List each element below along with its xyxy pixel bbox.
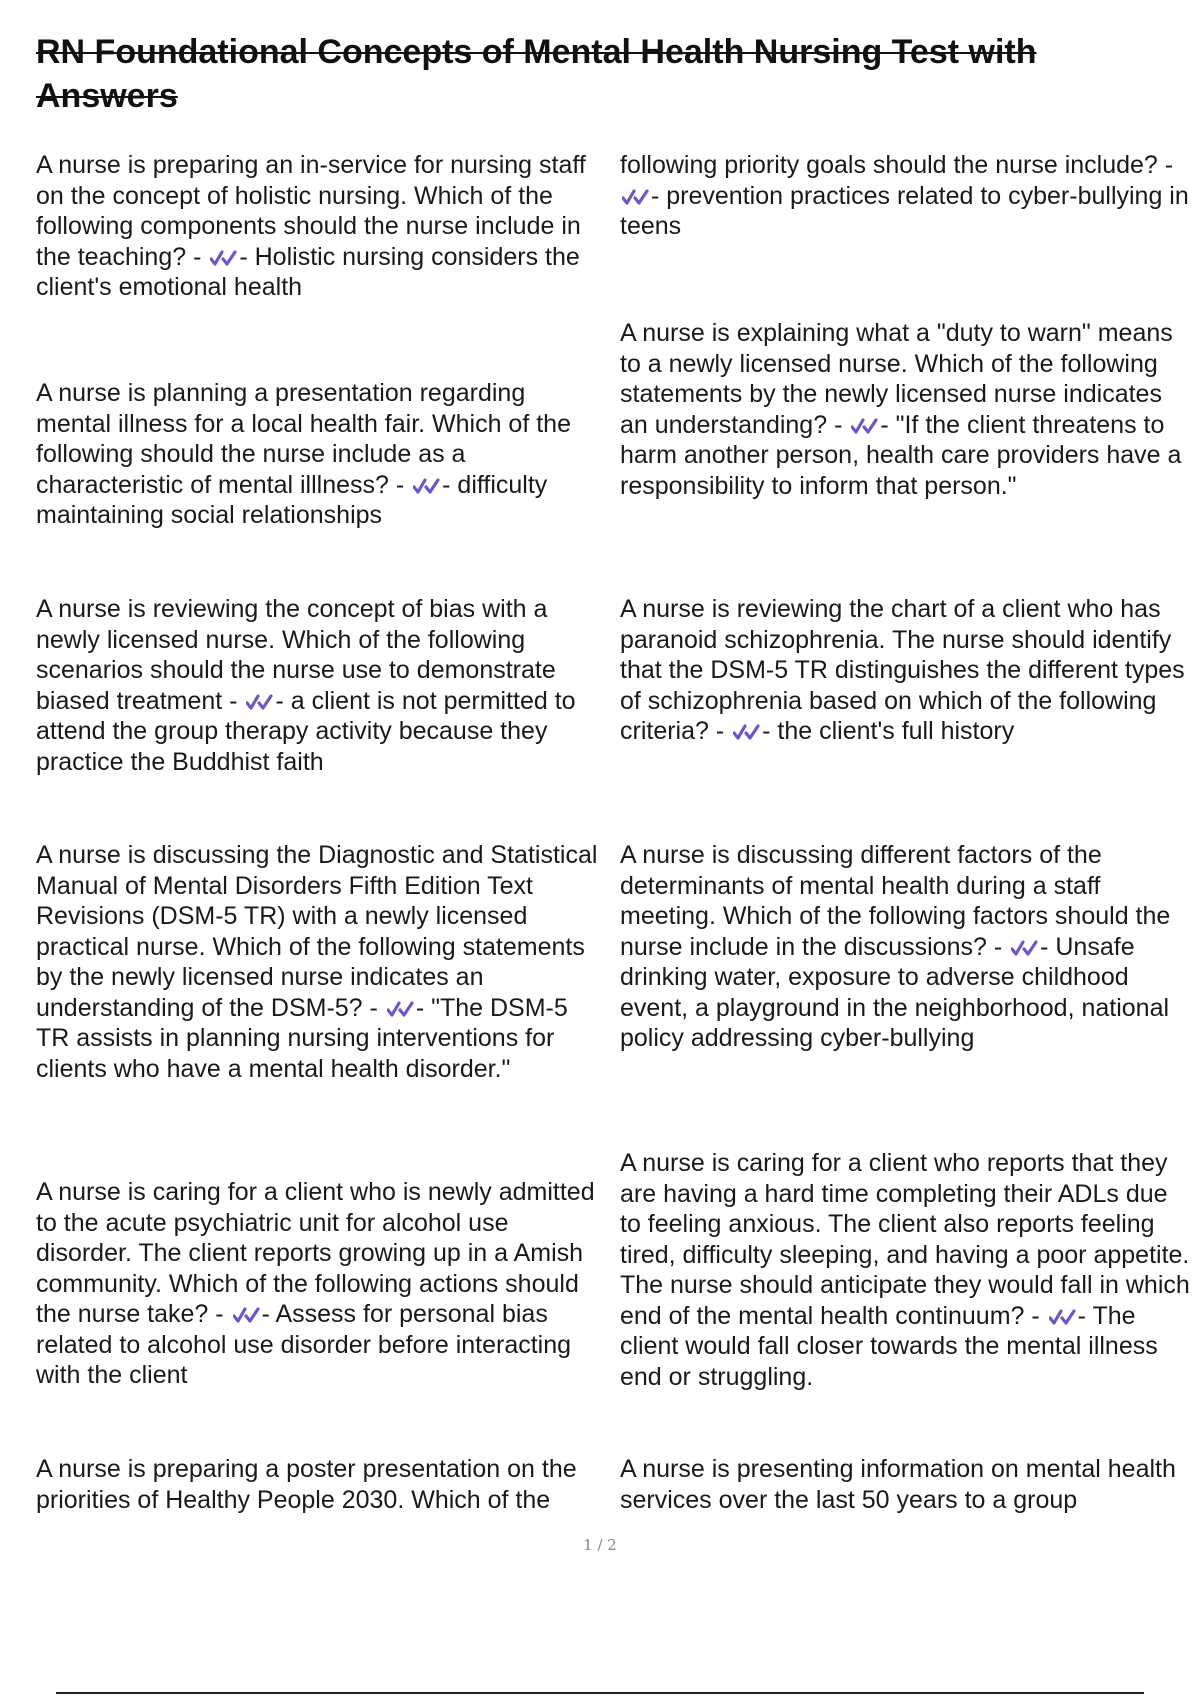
double-check-icon [246, 692, 273, 712]
qa-item-1 [36, 150, 604, 303]
qa-item-2 [36, 378, 604, 531]
qa-item-5 [36, 1177, 604, 1391]
answer-text: - "If the client threatens to harm another person, health care providers have a responsibility to inform that person." [620, 410, 1182, 500]
question-text: A nurse is discussing the Diagnostic and Statistical Manual of Mental Disorders Fifth Edition Text Revisions (DSM-5 TR) with a newly licensed practical nurse. Which of the following statements by the newly licensed nurse indicates an understanding of the DSM-5? - [36, 841, 598, 1022]
footer-divider [56, 1692, 1144, 1694]
answer-text: - Assess for personal bias related to alcohol use disorder before interacting with the client [36, 1300, 572, 1389]
double-check-icon [1049, 1307, 1076, 1327]
question-text: A nurse is discussing different factors of the determinants of mental health during a staff meeting. Which of the following factors should the nurse include in the discussions? - [620, 841, 1171, 961]
answer-text: - a client is not permitted to attend the group therapy activity because they practice the Buddhist faith [36, 686, 576, 776]
question-text: A nurse is presenting information on mental health services over the last 50 years to a group [620, 1455, 1176, 1514]
qa-item-6-continued [620, 150, 1192, 242]
question-text: A nurse is caring for a client who is newly admitted to the acute psychiatric unit for alcohol use disorder. The client reports growing up in a Amish community. Which of the following actions should the nurse take? - [36, 1178, 595, 1328]
qa-item-9 [620, 840, 1192, 1054]
double-check-icon [387, 999, 414, 1019]
double-check-icon [210, 248, 237, 268]
answer-text: - difficulty maintaining social relationships [36, 470, 548, 529]
question-text: following priority goals should the nurse include? - [620, 151, 1174, 179]
qa-item-8 [620, 594, 1192, 747]
qa-item-6-start [36, 1454, 604, 1515]
title-line-2: Answers [36, 77, 178, 115]
title-line-1: RN Foundational Concepts of Mental Health Nursing Test with [36, 33, 1037, 71]
question-text: A nurse is planning a presentation regarding mental illness for a local health fair. Which of the following should the nurse include as a characteristic of mental illlness? - [36, 379, 571, 499]
double-check-icon [622, 187, 649, 207]
answer-text: - Holistic nursing considers the client's emotional health [36, 242, 580, 301]
qa-item-11 [620, 1454, 1192, 1515]
question-text: A nurse is reviewing the chart of a client who has paranoid schizophrenia. The nurse should identify that the DSM-5 TR distinguishes the different types of schizophrenia based on which of the following criteria? - [620, 595, 1185, 745]
question-text: A nurse is preparing an in-service for nursing staff on the concept of holistic nursing. Which of the following components should the nurse include in the teaching? - [36, 151, 586, 271]
answer-text: - Unsafe drinking water, exposure to adverse childhood event, a playground in the neighborhood, national policy addressing cyber-bullying [620, 932, 1170, 1052]
document-title [36, 30, 1176, 118]
answer-text: - The client would fall closer towards the mental illness end or struggling. [620, 1301, 1158, 1391]
qa-item-10 [620, 1148, 1192, 1392]
double-check-icon [1011, 938, 1038, 958]
qa-item-4 [36, 840, 604, 1084]
answer-text: - prevention practices related to cyber-bullying in teens [620, 181, 1189, 240]
qa-item-7 [620, 318, 1192, 501]
double-check-icon [851, 416, 878, 436]
answer-text: - "The DSM-5 TR assists in planning nursing interventions for clients who have a mental health disorder." [36, 993, 568, 1083]
answer-text: - the client's full history [762, 717, 1015, 745]
double-check-icon [733, 722, 760, 742]
question-text: A nurse is preparing a poster presentation on the priorities of Healthy People 2030. Which of the [36, 1455, 577, 1514]
question-text: A nurse is caring for a client who reports that they are having a hard time completing their ADLs due to feeling anxious. The client also reports feeling tired, difficulty sleeping, and having a poor appetite. The nurse should anticipate they would fall in which end of the mental health continuum? - [620, 1149, 1190, 1330]
double-check-icon [413, 476, 440, 496]
qa-item-3 [36, 594, 604, 777]
double-check-icon [233, 1305, 260, 1325]
question-text: A nurse is reviewing the concept of bias with a newly licensed nurse. Which of the following scenarios should the nurse use to demonstrate biased treatment - [36, 595, 556, 715]
question-text: A nurse is explaining what a "duty to warn" means to a newly licensed nurse. Which of the following statements by the newly licensed nurse indicates an understanding? - [620, 319, 1173, 439]
page-number: 1 / 2 [583, 1536, 617, 1554]
